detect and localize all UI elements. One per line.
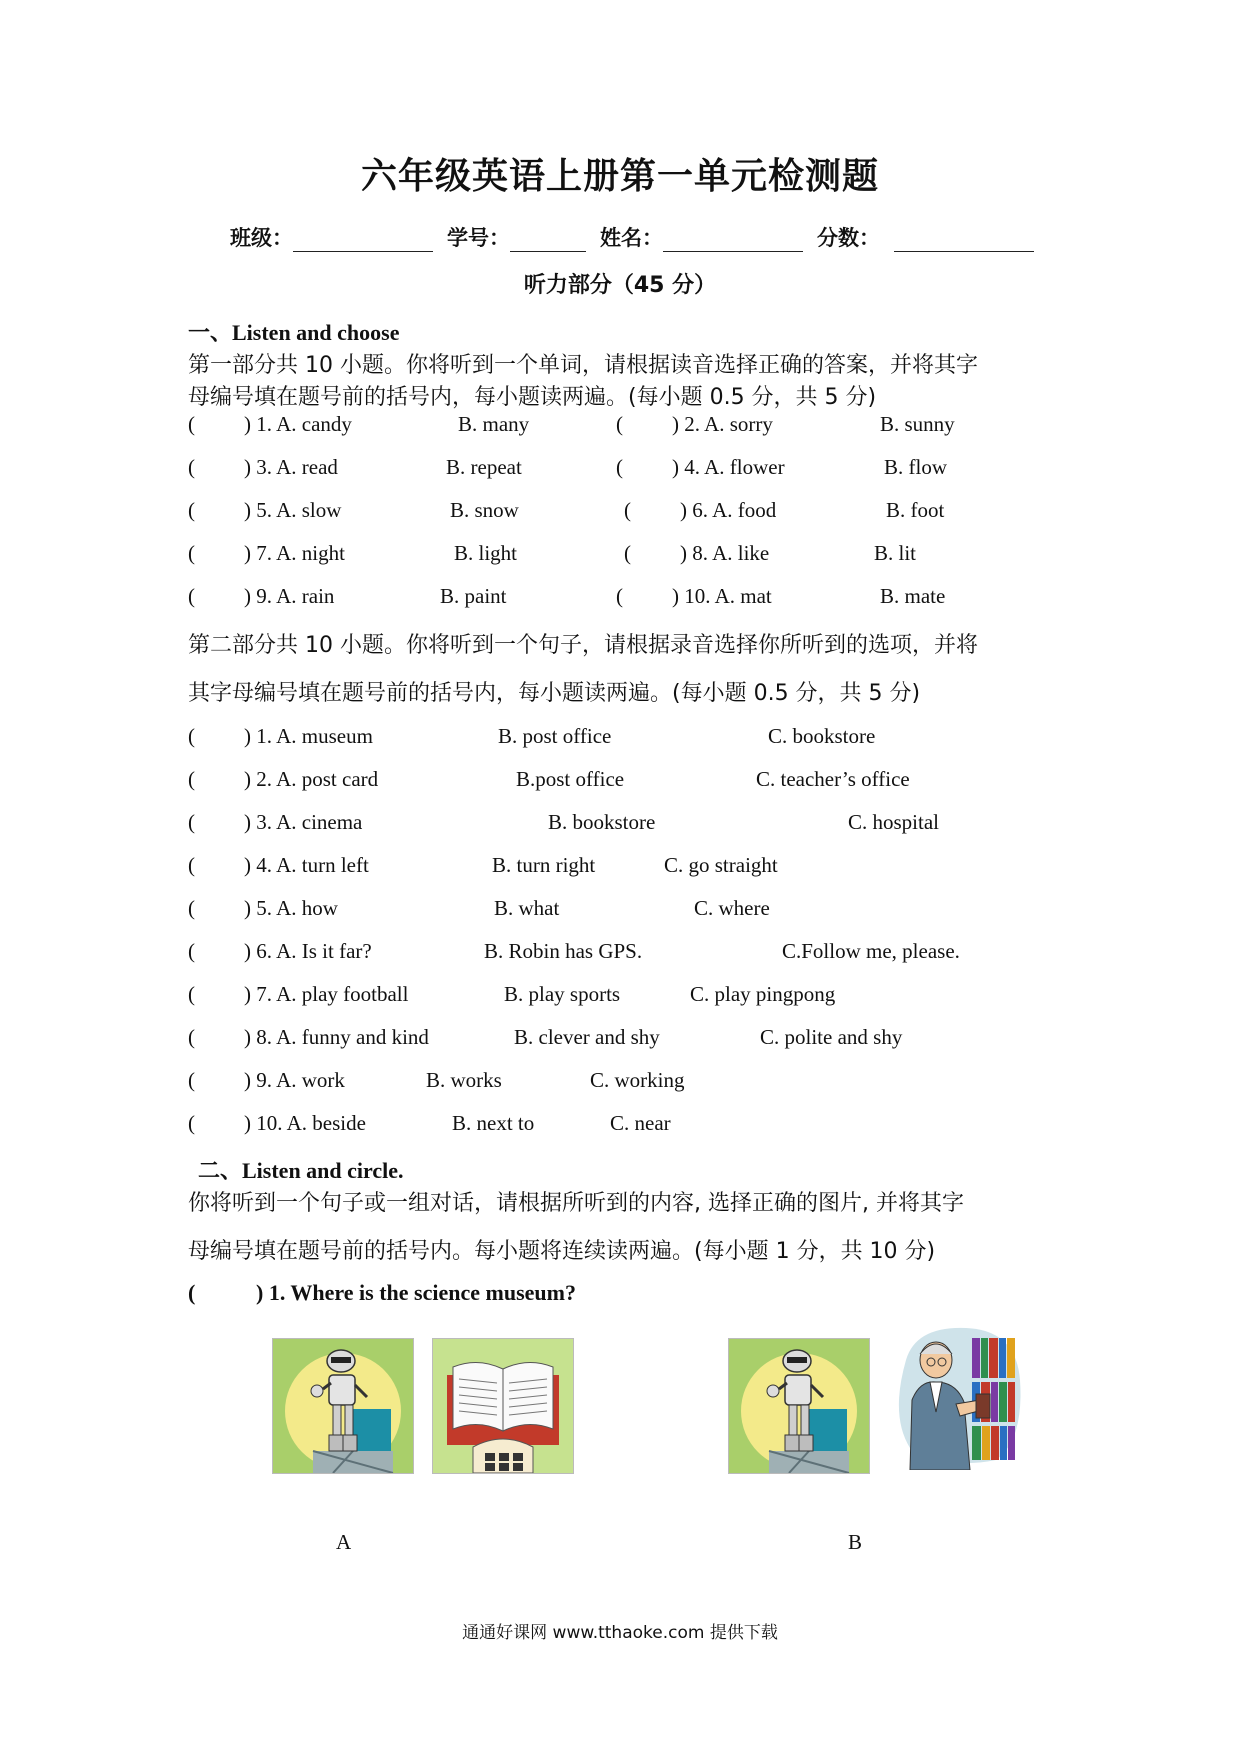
question-left-option-b: B. repeat xyxy=(446,455,522,479)
option-a: ) 6. A. Is it far? xyxy=(244,939,372,963)
question-left-option-b: B. paint xyxy=(440,584,507,608)
option-b: B. turn right xyxy=(492,853,596,877)
part2-row xyxy=(0,982,1240,1012)
question-right-option-b: B. sunny xyxy=(880,412,955,436)
score-label: 分数： xyxy=(817,226,880,250)
option-a: ) 2. A. post card xyxy=(244,767,379,791)
listening-section-header: 听力部分（45 分） xyxy=(523,273,717,298)
section1-heading: 一、Listen and choose xyxy=(188,320,400,345)
question1-text: ) 1. Where is the science museum? xyxy=(256,1280,576,1305)
answer-paren[interactable]: ( xyxy=(188,724,195,748)
question-right-option-a: ) 2. A. sorry xyxy=(672,412,773,436)
part2-row xyxy=(0,939,1240,969)
option-a: ) 9. A. work xyxy=(244,1068,345,1092)
page-title: 六年级英语上册第一单元检测题 xyxy=(360,156,879,197)
part2-row xyxy=(0,853,1240,883)
option-a: ) 8. A. funny and kind xyxy=(244,1025,429,1049)
answer-paren-right[interactable]: ( xyxy=(624,498,631,522)
option-a-label: A xyxy=(336,1530,352,1554)
librarian-image xyxy=(886,1320,1026,1470)
answer-paren[interactable]: ( xyxy=(188,896,195,920)
question-right-option-b: B. foot xyxy=(886,498,945,522)
option-c: C. hospital xyxy=(848,810,940,834)
part2-instructions-line2: 其字母编号填在题号前的括号内，每小题读两遍。(每小题 0.5 分，共 5 分) xyxy=(188,681,921,706)
question1-paren[interactable]: ( xyxy=(188,1280,196,1305)
bookstore-image xyxy=(432,1338,574,1474)
answer-paren-right[interactable]: ( xyxy=(616,455,623,479)
part2-row xyxy=(0,724,1240,754)
name-label: 姓名： xyxy=(600,226,663,250)
student-number-label: 学号： xyxy=(447,226,510,250)
option-c: C. near xyxy=(610,1111,671,1135)
option-b-label: B xyxy=(848,1530,863,1554)
robot-image-b xyxy=(728,1338,870,1474)
question-left-option-a: ) 5. A. slow xyxy=(244,498,342,522)
question-left-option-a: ) 3. A. read xyxy=(244,455,338,479)
answer-paren-left[interactable]: ( xyxy=(188,541,195,565)
answer-paren[interactable]: ( xyxy=(188,853,195,877)
part2-row xyxy=(0,810,1240,840)
option-b: B. what xyxy=(494,896,560,920)
part2-row xyxy=(0,767,1240,797)
section2-instructions-line2: 母编号填在题号前的括号内。每小题将连续读两遍。(每小题 1 分，共 10 分) xyxy=(188,1239,936,1264)
answer-paren[interactable]: ( xyxy=(188,810,195,834)
part1-row xyxy=(0,584,1240,614)
option-a: ) 1. A. museum xyxy=(244,724,373,748)
robot-image xyxy=(272,1338,414,1474)
option-a: ) 5. A. how xyxy=(244,896,338,920)
part2-instructions-line1: 第二部分共 10 小题。你将听到一个句子，请根据录音选择你所听到的选项，并将 xyxy=(188,633,978,658)
student-number-field[interactable] xyxy=(510,231,586,252)
answer-paren-right[interactable]: ( xyxy=(624,541,631,565)
option-b: B. works xyxy=(426,1068,502,1092)
part2-row xyxy=(0,896,1240,926)
answer-paren[interactable]: ( xyxy=(188,1068,195,1092)
part2-row xyxy=(0,1111,1240,1141)
option-c: C. bookstore xyxy=(768,724,876,748)
option-a: ) 3. A. cinema xyxy=(244,810,363,834)
option-c: C. teacher’s office xyxy=(756,767,910,791)
option-c: C. play pingpong xyxy=(690,982,836,1006)
part1-row xyxy=(0,498,1240,528)
option-c: C.Follow me, please. xyxy=(782,939,960,963)
student-info-row xyxy=(230,222,1034,252)
option-c: C. where xyxy=(694,896,770,920)
name-field[interactable] xyxy=(663,231,803,252)
part1-row xyxy=(0,412,1240,442)
class-label: 班级： xyxy=(230,226,293,250)
part1-instructions-line1: 第一部分共 10 小题。你将听到一个单词，请根据读音选择正确的答案，并将其字 xyxy=(188,353,978,378)
question-right-option-b: B. lit xyxy=(874,541,917,565)
option-c: C. working xyxy=(590,1068,685,1092)
answer-paren-left[interactable]: ( xyxy=(188,412,195,436)
option-b: B. Robin has GPS. xyxy=(484,939,643,963)
score-field[interactable] xyxy=(894,231,1034,252)
answer-paren[interactable]: ( xyxy=(188,1025,195,1049)
footer-credit: 通通好课网 www.tthaoke.com 提供下载 xyxy=(462,1623,778,1643)
option-c: C. polite and shy xyxy=(760,1025,903,1049)
option-b: B. play sports xyxy=(504,982,621,1006)
answer-paren-right[interactable]: ( xyxy=(616,584,623,608)
section2-heading: 二、Listen and circle. xyxy=(198,1158,404,1183)
part1-instructions-line2: 母编号填在题号前的括号内，每小题读两遍。(每小题 0.5 分，共 5 分) xyxy=(188,385,877,410)
question-right-option-b: B. flow xyxy=(884,455,947,479)
question-left-option-b: B. light xyxy=(454,541,518,565)
option-a: ) 10. A. beside xyxy=(244,1111,366,1135)
question-right-option-a: ) 6. A. food xyxy=(680,498,777,522)
option-b: B. clever and shy xyxy=(514,1025,660,1049)
answer-paren[interactable]: ( xyxy=(188,982,195,1006)
answer-paren[interactable]: ( xyxy=(188,939,195,963)
option-b: B. post office xyxy=(498,724,612,748)
part1-row xyxy=(0,541,1240,571)
option-b: B. bookstore xyxy=(548,810,656,834)
question-right-option-a: ) 8. A. like xyxy=(680,541,770,565)
answer-paren-left[interactable]: ( xyxy=(188,584,195,608)
section2-instructions-line1: 你将听到一个句子或一组对话，请根据所听到的内容, 选择正确的图片, 并将其字 xyxy=(188,1191,964,1216)
class-field[interactable] xyxy=(293,231,433,252)
question-right-option-a: ) 10. A. mat xyxy=(672,584,772,608)
question-left-option-b: B. snow xyxy=(450,498,519,522)
part1-row xyxy=(0,455,1240,485)
answer-paren-left[interactable]: ( xyxy=(188,455,195,479)
option-a: ) 7. A. play football xyxy=(244,982,409,1006)
answer-paren-right[interactable]: ( xyxy=(616,412,623,436)
part2-row xyxy=(0,1068,1240,1098)
question-left-option-a: ) 7. A. night xyxy=(244,541,345,565)
answer-paren-left[interactable]: ( xyxy=(188,498,195,522)
part2-row xyxy=(0,1025,1240,1055)
option-b: B.post office xyxy=(516,767,625,791)
question-right-option-a: ) 4. A. flower xyxy=(672,455,785,479)
question-right-option-b: B. mate xyxy=(880,584,946,608)
question-left-option-a: ) 9. A. rain xyxy=(244,584,335,608)
option-a: ) 4. A. turn left xyxy=(244,853,369,877)
question-left-option-b: B. many xyxy=(458,412,530,436)
option-b: B. next to xyxy=(452,1111,535,1135)
answer-paren[interactable]: ( xyxy=(188,1111,195,1135)
answer-paren[interactable]: ( xyxy=(188,767,195,791)
question-left-option-a: ) 1. A. candy xyxy=(244,412,352,436)
option-c: C. go straight xyxy=(664,853,778,877)
